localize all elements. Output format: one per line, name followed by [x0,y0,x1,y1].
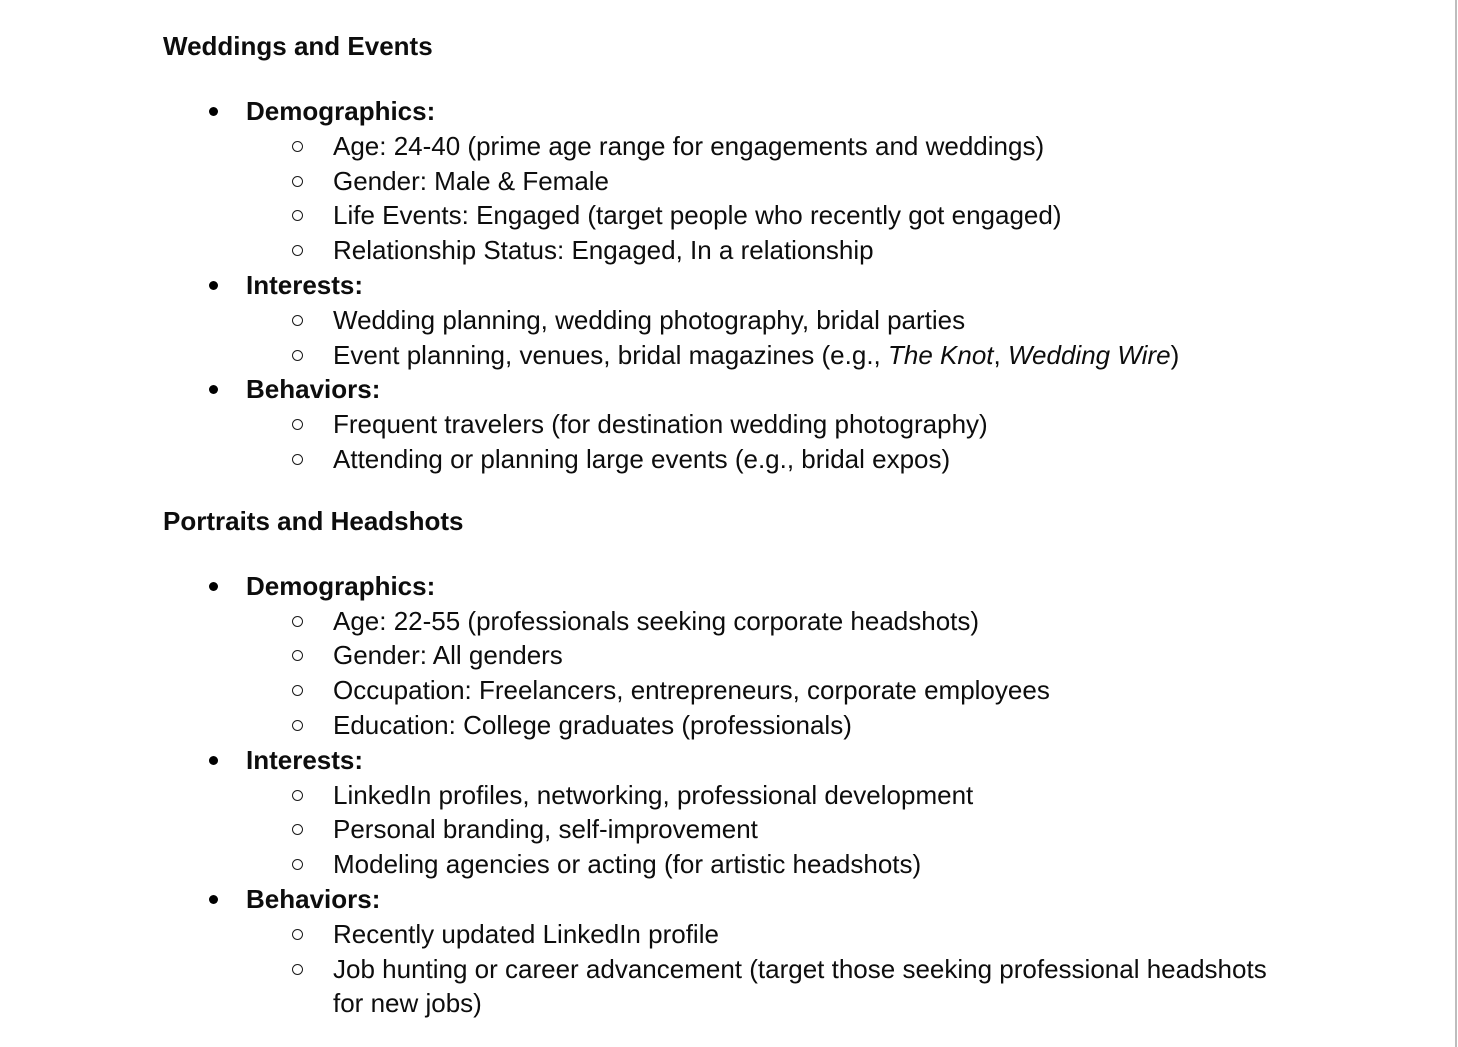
list-item-text: Education: College graduates (professionals) [333,709,852,740]
list-item-level2 [163,604,1293,639]
bullet-filled-icon [209,281,218,290]
bullet-filled-icon [209,756,218,765]
list-item-level2 [163,778,1293,813]
list-item-level2 [163,847,1293,882]
bullet-hollow-icon [292,824,303,835]
list-item-text: Modeling agencies or acting (for artistic headshots) [333,849,922,880]
list-item-text: Life Events: Engaged (target people who recently got engaged) [333,200,1062,231]
list-item-level2 [163,673,1293,708]
section-weddings-and-events [163,29,1458,477]
list-item-level2 [163,812,1293,847]
list-item-level2 [163,952,1293,1022]
bullet-hollow-icon [292,350,303,361]
list-item-text: Frequent travelers (for destination wedding photography) [333,409,988,440]
page-right-border [1455,0,1457,1047]
group-label: Behaviors: [246,374,381,405]
bullet-hollow-icon [292,720,303,731]
list-item-text: Wedding planning, wedding photography, bridal parties [333,304,966,335]
list-item-level2 [163,442,1293,477]
bullet-hollow-icon [292,245,303,256]
bullet-hollow-icon [292,650,303,661]
list-item-text: Attending or planning large events (e.g., bridal expos) [333,443,951,474]
bullet-hollow-icon [292,315,303,326]
list-item-text [333,340,1179,370]
section-title: Weddings and Events [163,31,433,61]
list-item-level1 [163,882,1458,917]
text-segment: ) [1170,339,1180,370]
list-item-level1 [163,94,1458,129]
list-item-level2 [163,708,1293,743]
list-item-level2 [163,917,1293,952]
list-item-level1 [163,743,1458,778]
bullet-hollow-icon [292,141,303,152]
text-segment-italic: Wedding Wire [1007,339,1171,370]
list-item-text: Gender: All genders [333,640,563,671]
group-label: Demographics: [246,570,436,601]
bullet-hollow-icon [292,929,303,940]
list-item-level2 [163,638,1293,673]
section-portraits-and-headshots [163,504,1458,1021]
group-interests [163,268,1458,372]
list-item-text: Age: 24-40 (prime age range for engagements and weddings) [333,130,1045,161]
group-label: Demographics: [246,96,436,126]
bullet-hollow-icon [292,454,303,465]
list-item-level1 [163,268,1458,303]
bullet-hollow-icon [292,790,303,801]
group-demographics [163,94,1458,268]
group-label: Interests: [246,744,364,775]
list-item-level2 [163,129,1293,164]
group-behaviors [163,372,1458,476]
text-segment-italic: The Knot [888,339,994,370]
section-title: Portraits and Headshots [163,505,464,536]
list-item-level2 [163,164,1293,199]
bullet-hollow-icon [292,210,303,221]
list-item-level2 [163,407,1293,442]
text-segment: Event planning, venues, bridal magazines (e.g., [333,339,889,370]
group-interests [163,743,1458,882]
list-item-text: Gender: Male & Female [333,165,610,196]
group-label: Behaviors: [246,883,381,914]
list-item-level2 [163,303,1293,338]
bullet-hollow-icon [292,964,303,975]
list-item-text: Age: 22-55 (professionals seeking corporate headshots) [333,605,980,636]
list-item-text: Relationship Status: Engaged, In a relationship [333,235,874,266]
bullet-hollow-icon [292,616,303,627]
list-item-text: Occupation: Freelancers, entrepreneurs, corporate employees [333,675,1050,706]
group-behaviors [163,882,1458,1021]
list-item-text: LinkedIn profiles, networking, professional development [333,779,974,810]
bullet-hollow-icon [292,176,303,187]
list-item-level2 [163,338,1293,373]
bullet-filled-icon [209,895,218,904]
text-segment: , [993,339,1008,370]
bullet-hollow-icon [292,859,303,870]
bullet-hollow-icon [292,685,303,696]
group-demographics [163,569,1458,743]
list-item-level2 [163,198,1293,233]
list-item-level2 [163,233,1293,268]
list-item-level1 [163,569,1458,604]
list-item-text: Personal branding, self-improvement [333,814,758,845]
bullet-hollow-icon [292,419,303,430]
group-label: Interests: [246,269,364,300]
bullet-filled-icon [209,582,218,591]
bullet-filled-icon [209,385,218,394]
list-item-text: Recently updated LinkedIn profile [333,918,719,949]
list-item-level1 [163,372,1458,407]
list-item-text: Job hunting or career advancement (target those seeking professional headshots for new jobs) [333,953,1267,1019]
bullet-filled-icon [209,107,218,116]
